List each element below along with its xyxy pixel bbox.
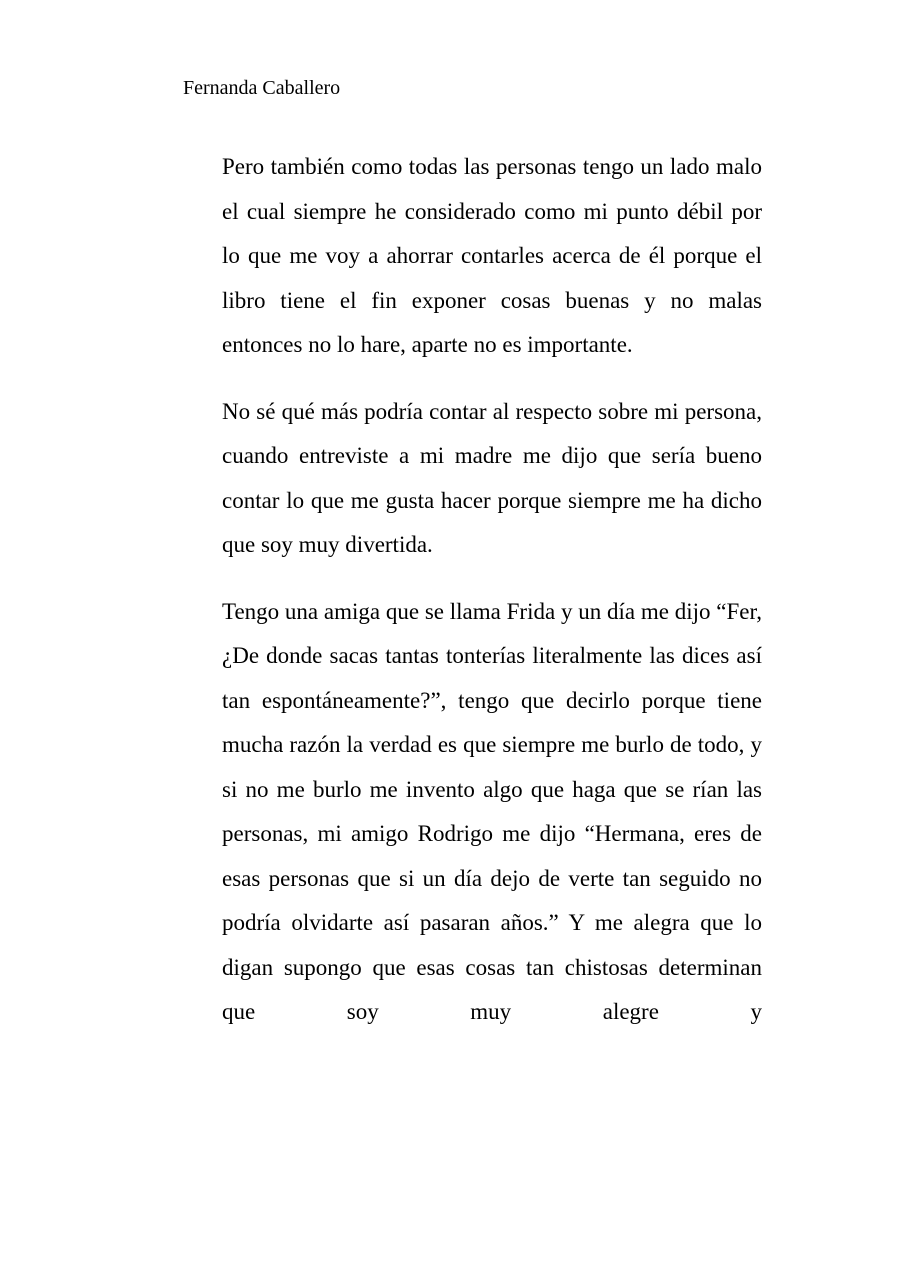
paragraph-2: No sé qué más podría contar al respecto sobre mi persona, cuando entreviste a mi madre me dijo que sería bueno contar lo que me gusta hacer porque siempre me ha dicho que soy muy divertida. — [222, 398, 762, 557]
paragraph-3: Tengo una amiga que se llama Frida y un día me dijo “Fer, ¿De donde sacas tantas tonterías literalmente las dices así tan espontáneamente?”, tengo que decirlo porque tiene mucha razón la verdad es que siempre me burlo de todo, y si no me burlo me invento algo que haga que se rían las personas, mi amigo Rodrigo me dijo “Hermana, eres de esas personas que si un día dejo de verte tan seguido no podría olvidarte así pasaran años.” Y me alegra que lo digan supongo que esas cosas tan chistosas determinan que soy muy alegre y — [222, 598, 762, 1024]
body-text — [222, 145, 762, 1057]
author-header: Fernanda Caballero — [183, 77, 341, 99]
paragraph-1: Pero también como todas las personas tengo un lado malo el cual siempre he considerado como mi punto débil por lo que me voy a ahorrar contarles acerca de él porque el libro tiene el fin exponer cosas buenas y no malas entonces no lo hare, aparte no es importante. — [222, 154, 762, 357]
